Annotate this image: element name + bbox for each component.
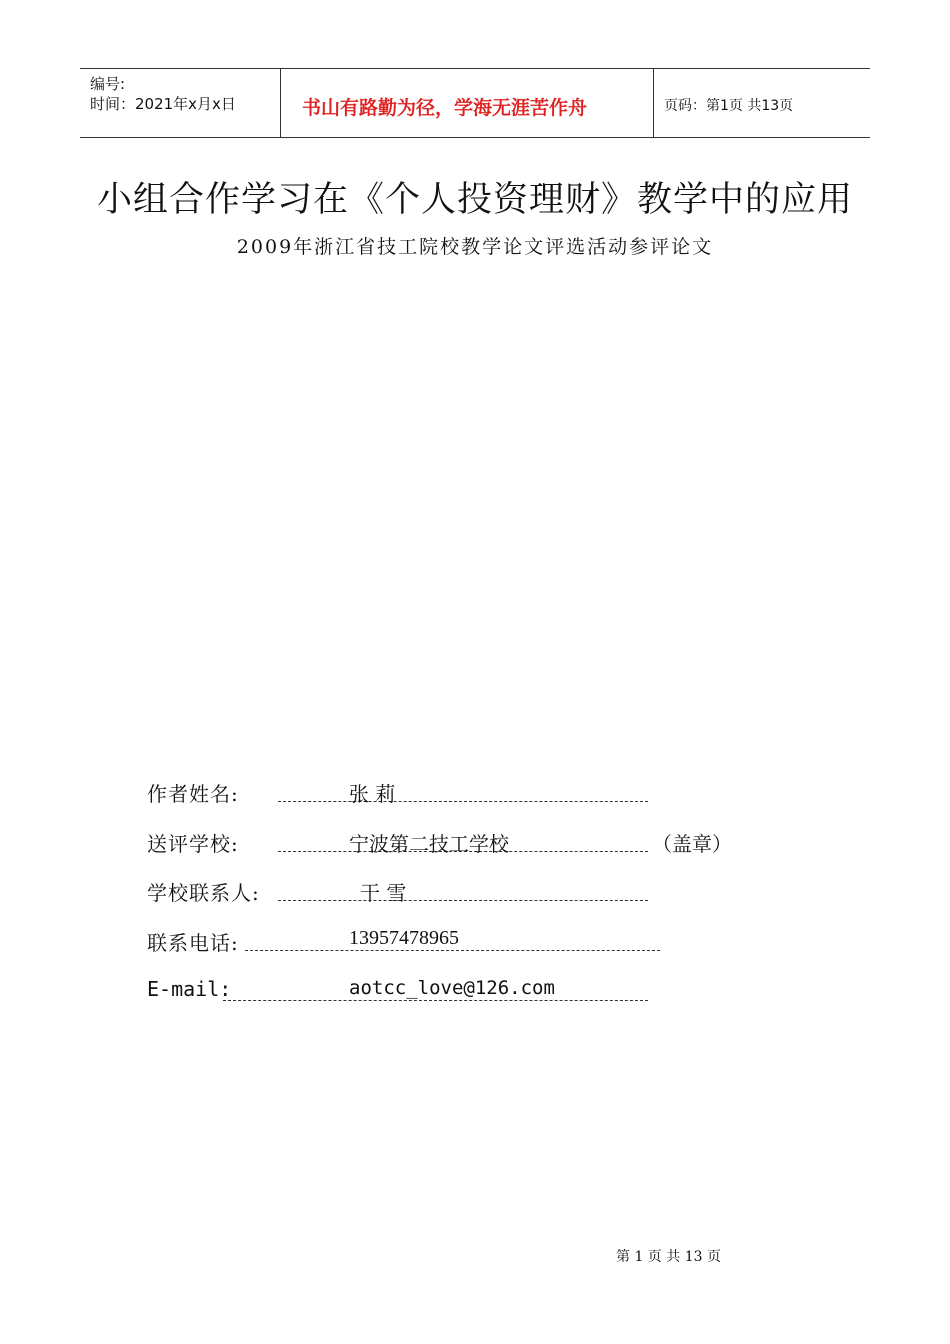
- author-underline: [278, 801, 648, 802]
- email-value: aotcc_love@126.com: [349, 977, 555, 999]
- time-label: 时间：2021年x月x日: [90, 95, 236, 113]
- author-value: 张 莉: [349, 782, 396, 806]
- email-label: E-mail:: [147, 977, 232, 1001]
- document-header: [80, 68, 870, 138]
- author-label: 作者姓名:: [147, 782, 239, 806]
- phone-value: 13957478965: [349, 927, 459, 949]
- school-value: 宁波第二技工学校: [349, 832, 509, 856]
- contact-underline: [278, 900, 648, 901]
- motto-text: 书山有路勤为径，学海无涯苦作舟: [302, 97, 588, 119]
- header-motto-cell: [281, 69, 654, 137]
- header-page-cell: [655, 69, 870, 137]
- contact-value: 干 雪: [360, 881, 407, 905]
- document-subtitle: 2009年浙江省技工院校教学论文评选活动参评论文: [236, 236, 714, 258]
- contact-label: 学校联系人:: [147, 881, 260, 905]
- number-label: 编号:: [90, 75, 126, 93]
- phone-label: 联系电话:: [147, 931, 239, 955]
- school-label: 送评学校:: [147, 832, 239, 856]
- email-underline: [223, 1000, 648, 1001]
- header-meta-cell: [80, 69, 281, 137]
- footer-page-number: 第 1 页 共 13 页: [616, 1249, 721, 1265]
- page-info: 页码：第1页 共13页: [664, 98, 794, 114]
- seal-note: （盖章）: [652, 832, 732, 856]
- phone-underline: [245, 950, 660, 951]
- document-title: 小组合作学习在《个人投资理财》教学中的应用: [96, 180, 853, 220]
